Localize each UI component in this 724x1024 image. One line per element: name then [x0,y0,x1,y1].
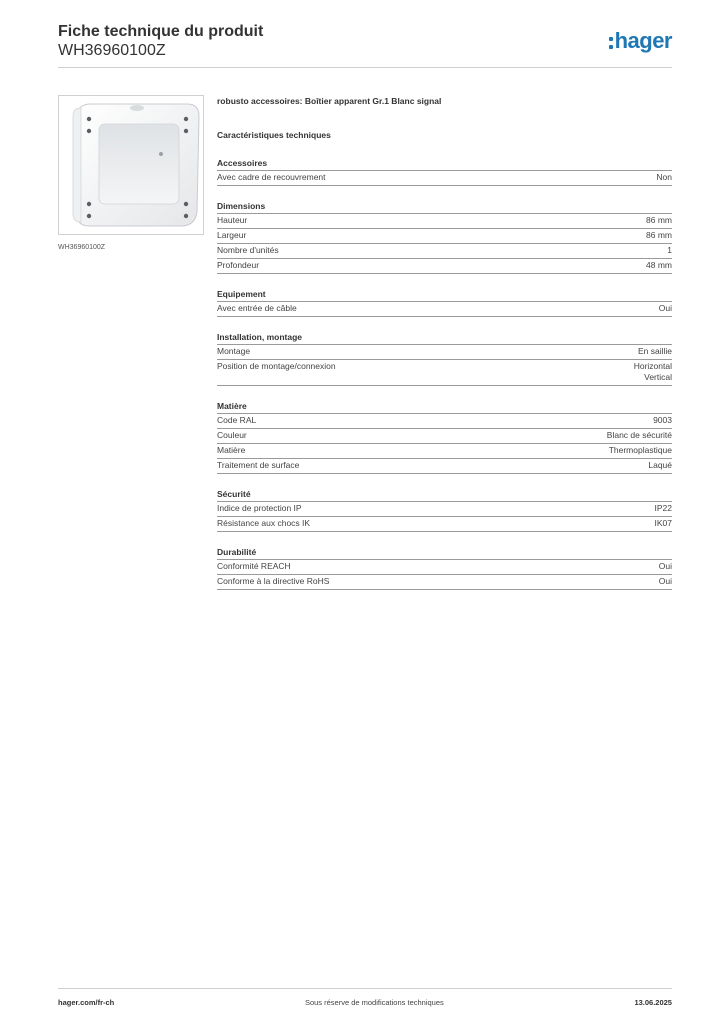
product-reference: WH36960100Z [58,42,166,59]
hager-logo [609,28,672,54]
spec-label: Largeur [217,230,247,240]
spec-value-line: Vertical [644,372,672,382]
spec-value [634,361,672,383]
section-title: Accessoires [217,157,672,171]
spec-value-line: 1 [667,245,672,255]
spec-label: Conformité REACH [217,561,291,571]
spec-row [217,345,672,360]
spec-row [217,429,672,444]
spec-row [217,259,672,274]
spec-section [217,546,672,590]
section-title: Matière [217,400,672,414]
spec-value-line: 86 mm [646,215,672,225]
spec-value [655,518,673,529]
spec-label: Nombre d'unités [217,245,279,255]
spec-value [655,503,673,514]
spec-value-line: Oui [658,561,672,571]
spec-value-line: Horizontal [633,361,672,371]
spec-value [607,430,672,441]
spec-value-line: 9003 [653,415,672,425]
spec-section [217,157,672,186]
footer-date: 13.06.2025 [634,998,672,1007]
product-image [58,95,204,235]
section-title: Durabilité [217,546,672,560]
section-title: Installation, montage [217,331,672,345]
spec-value [609,445,672,456]
spec-row [217,502,672,517]
spec-row [217,575,672,590]
spec-sections [217,157,672,590]
spec-value [659,561,672,572]
footer-website: hager.com/fr-ch [58,998,115,1007]
page-header [58,22,672,70]
spec-value-line: Oui [658,303,672,313]
spec-label: Profondeur [217,260,260,270]
logo-text: hager [614,28,672,53]
spec-section [217,288,672,317]
spec-label: Code RAL [217,415,257,425]
spec-value-line: IP22 [654,503,672,513]
section-title: Equipement [217,288,672,302]
document-title: Fiche technique du produit [58,23,264,40]
section-title: Sécurité [217,488,672,502]
spec-section [217,331,672,386]
spec-value-line: En saillie [637,346,672,356]
spec-row [217,244,672,259]
spec-row [217,302,672,317]
spec-value [646,215,672,226]
spec-value-line: Non [656,172,672,182]
spec-value [646,260,672,271]
spec-section [217,200,672,274]
technical-specs-heading: Caractéristiques techniques [217,130,331,140]
spec-value [653,415,672,426]
spec-row [217,517,672,532]
section-title: Dimensions [217,200,672,214]
spec-label: Avec entrée de câble [217,303,297,313]
spec-section [217,400,672,474]
spec-row [217,414,672,429]
spec-row [217,560,672,575]
spec-label: Avec cadre de recouvrement [217,172,326,182]
page-footer [58,998,672,1007]
spec-value [648,460,672,471]
header-divider [58,67,672,68]
spec-value-line: Oui [658,576,672,586]
spec-value-line: IK07 [654,518,672,528]
spec-value-line: 48 mm [646,260,672,270]
spec-row [217,214,672,229]
footer-notice: Sous réserve de modifications techniques [304,998,444,1007]
spec-value-line: Laqué [648,460,672,470]
spec-row [217,229,672,244]
logo-dots-icon [609,28,615,54]
spec-value [638,346,672,357]
spec-value-line: 86 mm [646,230,672,240]
spec-label: Traitement de surface [217,460,300,470]
spec-label: Montage [217,346,251,356]
image-caption: WH36960100Z [58,244,106,251]
spec-value [659,576,672,587]
spec-value [646,230,672,241]
spec-label: Couleur [217,430,247,440]
spec-value [659,303,672,314]
spec-value [667,245,672,256]
spec-row [217,360,672,386]
spec-label: Position de montage/connexion [217,361,336,371]
spec-value-line: Thermoplastique [608,445,672,455]
spec-value-line: Blanc de sécurité [606,430,672,440]
spec-row [217,171,672,186]
spec-label: Hauteur [217,215,248,225]
spec-label: Conforme à la directive RoHS [217,576,330,586]
spec-value [656,172,672,183]
footer-divider [58,988,672,989]
spec-label: Matière [217,445,246,455]
spec-row [217,459,672,474]
product-name: robusto accessoires: Boîtier apparent Gr.1 Blanc signal [217,96,442,106]
spec-row [217,444,672,459]
spec-label: Résistance aux chocs IK [217,518,311,528]
spec-content [217,95,672,590]
surface-box-illustration [59,96,205,236]
spec-section [217,488,672,532]
spec-label: Indice de protection IP [217,503,302,513]
